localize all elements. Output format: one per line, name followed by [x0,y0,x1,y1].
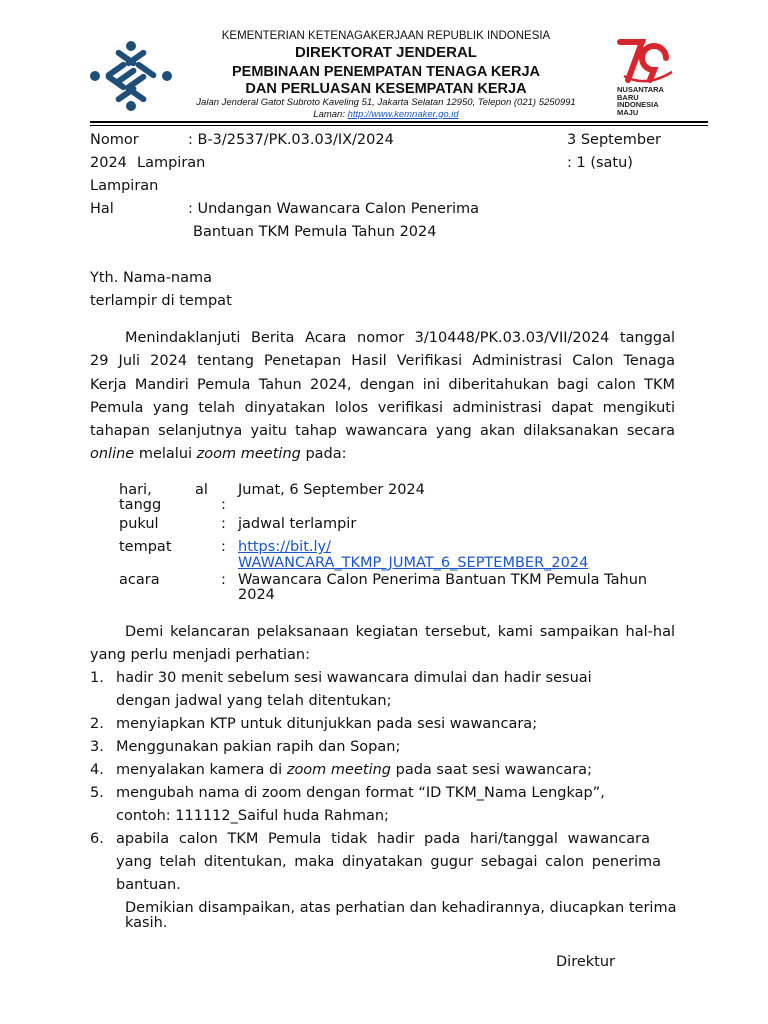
office-address: Jalan Jenderal Gatot Subroto Kaveling 51, Jakarta Selatan 12950, Telepon (021) 5250991 [196,97,576,108]
ministry-logo [90,40,172,112]
para1-line-2: 29 Juli 2024 tentang Penetapan Hasil Verifikasi Administrasi Calon Tenaga [90,353,675,369]
pukul-colon: : [221,516,226,532]
pada-text: pada: [300,446,347,462]
list-number-3: 3. [90,739,104,755]
closing-line-2: kasih. [125,915,168,931]
lampiran-label: Lampiran [137,155,206,171]
header-rule-thick [90,121,708,123]
acara-label: acara [119,572,160,588]
badge-word-1: NUSANTARA [617,85,664,94]
acara-value-2: 2024 [238,587,275,603]
directorate-line3: DAN PERLUASAN KESEMPATAN KERJA [245,81,527,97]
signer-title: Direktur [556,954,615,970]
closing-line-1: Demikian disampaikan, atas perhatian dan kehadirannya, diucapkan terima [125,900,677,916]
list-item-4 [116,762,592,778]
para1-line-4: Pemula yang telah dinyatakan lolos verifikasi administrasi dapat mengikuti [90,400,675,416]
recipient-line-1: Yth. Nama-nama [90,270,213,286]
list-number-6: 6. [90,831,104,847]
zoom-link-2[interactable]: WAWANCARA_TKMP_JUMAT_6_SEPTEMBER_2024 [238,555,589,571]
lampiran-label-2: Lampiran [90,178,159,194]
online-text: online [90,446,135,462]
directorate-line2: PEMBINAAN PENEMPATAN TENAGA KERJA [231,64,540,80]
anniversary-79-logo [616,36,676,86]
list-item-1-line-1: hadir 30 menit sebelum sesi wawancara dimulai dan hadir sesuai [116,670,592,686]
list-item-6-line-2: yang telah ditentukan, maka dinyatakan gugur sebagai calon penerima [116,854,661,870]
lampiran-value: : 1 (satu) [567,155,633,171]
para2-line-1: Demi kelancaran pelaksanaan kegiatan tersebut, kami sampaikan hal-hal [125,624,675,640]
badge-word-4: MAJU [617,107,639,117]
hari-label-al: al [195,482,208,498]
letter-date-2: 2024 [90,155,127,171]
ministry-name: KEMENTERIAN KETENAGAKERJAAN REPUBLIK INDONESIA [221,30,551,42]
list-item-4-a: menyalakan kamera di [116,762,287,778]
list-item-5-line-2: contoh: 111112_Saiful huda Rahman; [116,808,389,824]
list-item-5-line-1: mengubah nama di zoom dengan format “ID TKM_Nama Lengkap”, [116,785,605,801]
badge-text [617,86,664,116]
badge-word-3: INDONESIA [617,100,659,109]
para1-line-3: Kerja Mandiri Pemula Tahun 2024, dengan ini diberitahukan bagi calon TKM [90,377,675,393]
list-item-6-line-1: apabila calon TKM Pemula tidak hadir pada hari/tanggal wawancara [116,831,650,847]
via-text: melalui [134,446,197,462]
website-line [176,109,596,120]
hari-label-2: tangg [119,497,162,513]
tempat-label: tempat [119,539,172,555]
hal-value-1: : Undangan Wawancara Calon Penerima [188,201,479,217]
para1-line-1: Menindaklanjuti Berita Acara nomor 3/10448/PK.03.03/VII/2024 tanggal [125,330,675,346]
list-item-4-zoom: zoom meeting [286,762,391,778]
acara-value-1: Wawancara Calon Penerima Bantuan TKM Pemula Tahun [238,572,648,588]
hal-label: Hal [90,201,114,217]
list-number-2: 2. [90,716,104,732]
hari-label: hari, [119,482,152,498]
list-number-1: 1. [90,670,104,686]
para1-line-6 [90,446,347,462]
tempat-colon: : [221,539,226,555]
pukul-value: jadwal terlampir [238,516,357,532]
list-item-3: Menggunakan pakian rapih dan Sopan; [116,739,401,755]
badge-word-2: BARU [617,92,639,102]
nomor-value: : B-3/2537/PK.03.03/IX/2024 [188,132,394,148]
zoom-link-1[interactable]: https://bit.ly/ [238,539,331,555]
website-link[interactable]: http://www.kemnaker.go.id [347,109,459,120]
list-number-5: 5. [90,785,104,801]
pukul-label: pukul [119,516,159,532]
para2-line-2: yang perlu menjadi perhatian: [90,647,310,663]
list-item-1-line-2: dengan jadwal yang telah ditentukan; [116,693,392,709]
para1-line-5: tahapan selanjutnya yaitu tahap wawancara yang akan dilaksanakan secara [90,423,675,439]
recipient-line-2: terlampir di tempat [90,293,232,309]
hari-colon: : [221,497,226,513]
letter-date-1: 3 September [567,132,661,148]
hal-value-2: Bantuan TKM Pemula Tahun 2024 [193,224,437,240]
list-item-6-line-3: bantuan. [116,877,181,893]
website-label: Laman: [313,109,345,120]
header-rule-thin [90,125,708,126]
acara-colon: : [221,572,226,588]
list-item-4-c: pada saat sesi wawancara; [391,762,592,778]
list-number-4: 4. [90,762,104,778]
directorate-title: DIREKTORAT JENDERAL [295,44,477,61]
hari-value: Jumat, 6 September 2024 [238,482,425,498]
nomor-label: Nomor [90,132,139,148]
zoom-meeting-text: zoom meeting [196,446,301,462]
list-item-2: menyiapkan KTP untuk ditunjukkan pada sesi wawancara; [116,716,538,732]
